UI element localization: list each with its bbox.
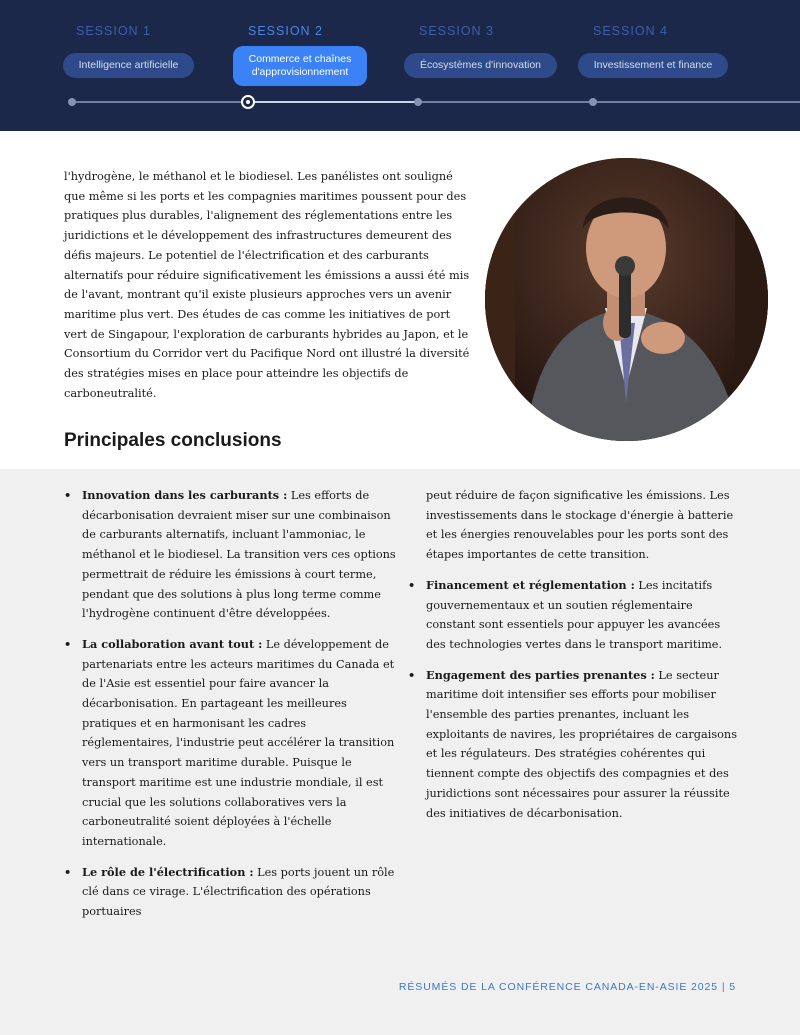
findings-column-right xyxy=(408,486,740,834)
finding-item xyxy=(408,666,740,824)
finding-title: Engagement des parties prenantes : xyxy=(426,667,655,682)
session-1-dot[interactable] xyxy=(68,98,76,106)
findings-column-left xyxy=(64,486,396,933)
session-4-dot[interactable] xyxy=(589,98,597,106)
finding-text: peut réduire de façon significative les émissions. Les investissements dans le stockage d'énergie à batterie et les énergies renouvelables pour les ports sont des étapes importantes de cette transition. xyxy=(426,489,734,562)
intro-paragraph: l'hydrogène, le méthanol et le biodiesel. Les panélistes ont souligné que même si les ports et les compagnies maritimes poussent pour des pratiques plus durables, l'alignement des réglementations entre les juridictions et le développement des infrastructures demeurent des défis majeurs. Le potentiel de l'électrification et des carburants alternatifs pour réduire significativement les émissions a aussi été mis de l'avant, montrant qu'il existe plusieurs approches vers un avenir maritime plus vert. Des études de cas comme les initiatives de port vert de Singapour, l'exploration de carburants hybrides au Japon, et le Consortium du Corridor vert du Pacifique Nord ont illustré la diversité des stratégies mises en place pour atteindre les objectifs de carboneutralité. xyxy=(64,170,470,400)
finding-text: Les ports jouent un rôle clé dans ce virage. L'électrification des opérations portuaires xyxy=(82,865,395,919)
finding-item xyxy=(64,635,396,852)
speaker-photo xyxy=(485,158,768,441)
session-3-label: SESSION 3 xyxy=(419,24,494,38)
finding-item xyxy=(64,486,396,624)
finding-text: Les efforts de décarbonisation devraient miser sur une combinaison de carburants alternatifs, incluant l'ammoniac, le méthanol et le biodiesel. La transition vers ces options permettrait de réduire les émissions à court terme, pendant que des solutions à plus long terme comme l'hydrogène continuent d'être développées. xyxy=(82,489,396,621)
session-3-pill[interactable]: Écosystèmes d'innovation xyxy=(404,53,557,78)
session-2-dot-current[interactable] xyxy=(241,95,255,109)
session-navigation xyxy=(0,0,800,131)
session-1-label: SESSION 1 xyxy=(76,24,151,38)
session-1-pill[interactable]: Intelligence artificielle xyxy=(63,53,194,78)
session-4-label: SESSION 4 xyxy=(593,24,668,38)
session-2-pill[interactable]: Commerce et chaînes d'approvisionnement xyxy=(233,46,367,86)
finding-title: Innovation dans les carburants : xyxy=(82,488,288,502)
finding-item xyxy=(408,576,740,655)
finding-text: Le secteur maritime doit intensifier ses efforts pour mobiliser l'ensemble des parties prenantes, incluant les exploitants de navires, les propriétaires de cargaisons et les régulateurs. Des stratégies cohérentes qui tiennent compte des objectifs des compagnies et des juridictions sont nécessaires pour assurer la réussite des initiatives de décarbonisation. xyxy=(426,668,738,820)
finding-item xyxy=(64,863,396,922)
finding-text: Le développement de partenariats entre les acteurs maritimes du Canada et de l'Asie est essentiel pour faire avancer la décarbonisation. En partageant les meilleures pratiques et en harmonisant les cadres réglementaires, l'industrie peut accélérer la transition vers un transport maritime durable. Puisque le transport maritime est une industrie mondiale, il est crucial que les solutions collaboratives vers la carboneutralité soient déployées à l'échelle internationale. xyxy=(82,637,395,848)
progress-track xyxy=(72,101,800,103)
finding-continuation xyxy=(408,486,740,565)
session-4-pill[interactable]: Investissement et finance xyxy=(578,53,728,78)
session-3-dot[interactable] xyxy=(414,98,422,106)
finding-title: Financement et réglementation : xyxy=(426,577,635,592)
finding-title: La collaboration avant tout : xyxy=(82,636,263,651)
session-2-label: SESSION 2 xyxy=(248,24,323,38)
finding-title: Le rôle de l'électrification : xyxy=(82,864,254,879)
finding-text: Les incitatifs gouvernementaux et un soutien réglementaire constant sont essentiels pour appuyer les avancées des technologies vertes dans le transport maritime. xyxy=(426,578,723,651)
section-heading: Principales conclusions xyxy=(64,430,282,451)
progress-track-highlight xyxy=(248,101,418,103)
page-footer: RÉSUMÉS DE LA CONFÉRENCE CANADA-EN-ASIE 2025 | 5 xyxy=(398,981,736,993)
